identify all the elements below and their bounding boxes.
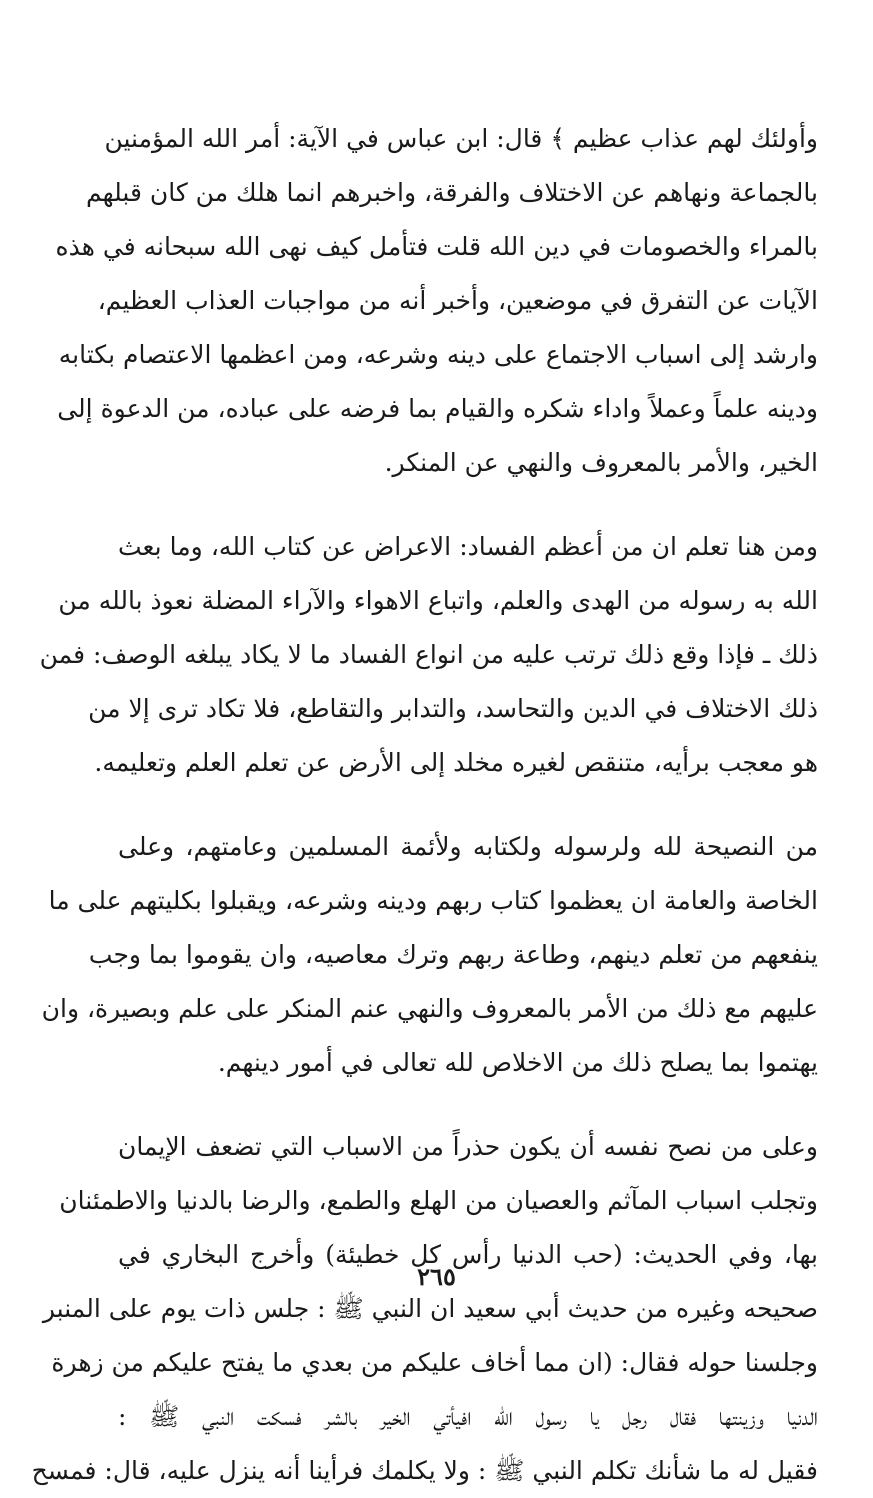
text-line: الله به رسوله من الهدى والعلم، واتباع الاهواء والآراء المضلة نعوذ بالله من [58,586,818,615]
paragraph-3 [41,820,818,1090]
text-line: هو معجب برأيه، متنقص لغيره مخلد إلى الأرض عن تعلم العلم وتعليمه. [94,748,818,777]
text-line: الخاصة والعامة ان يعظموا كتاب ربهم ودينه وشرعه، ويقبلوا بكليتهم على ما [48,886,818,915]
text-line: ذلك ـ فإذا وقع ذلك ترتب عليه من انواع الفساد ما لا يكاد يبلغه الوصف: فمن [39,640,818,669]
paragraph-gap [118,1090,818,1120]
text-line: بالمراء والخصومات في دين الله قلت فتأمل كيف نهى الله سبحانه في هذه [55,232,818,261]
text-line: الخير، والأمر بالمعروف والنهي عن المنكر. [384,448,818,477]
text-line: ودينه علماً وعملاً واداء شكره والقيام بما فرضه على عباده، من الدعوة إلى [57,394,818,423]
text-line: صحيحه وغيره من حديث أبي سعيد ان النبي ﷺ : جلس ذات يوم على المنبر [42,1294,818,1323]
paragraph-4 [31,1120,818,1498]
paragraph-1 [55,112,818,490]
paragraph-gap [118,490,818,520]
text-line: وعلى من نصح نفسه أن يكون حذراً من الاسباب التي تضعف الإيمان [118,1132,818,1161]
text-line: الدنيا وزينتها فقال رجل يا رسول الله افيأتي الخير بالشر فسكت النبي ﷺ : [118,1402,818,1431]
text-line: ومن هنا تعلم ان من أعظم الفساد: الاعراض عن كتاب الله، وما بعث [118,532,818,561]
text-line: عليهم مع ذلك من الأمر بالمعروف والنهي عنم المنكر على علم وبصيرة، وان [41,994,818,1023]
text-line: فقيل له ما شأنك تكلم النبي ﷺ : ولا يكلمك فرأينا أنه ينزل عليه، قال: فمسح [31,1456,818,1485]
text-line: ينفعهم من تعلم دينهم، وطاعة ربهم وترك معاصيه، وان يقوموا بما وجب [88,940,818,969]
text-line: وجلسنا حوله فقال: (ان مما أخاف عليكم من بعدي ما يفتح عليكم من زهرة [51,1348,818,1377]
text-line: بها، وفي الحديث: (حب الدنيا رأس كل خطيئة) وأخرج البخاري في [118,1240,818,1269]
text-line: الآيات عن التفرق في موضعين، وأخبر أنه من مواجبات العذاب العظيم، [97,286,818,315]
page-number: ٢٦٥ [417,1262,456,1291]
paragraph-gap [118,790,818,820]
paragraph-2 [39,520,818,790]
text-line: من النصيحة لله ولرسوله ولكتابه ولأئمة المسلمين وعامتهم، وعلى [118,832,818,861]
text-line: بالجماعة ونهاهم عن الاختلاف والفرقة، واخبرهم انما هلك من كان قبلهم [85,178,818,207]
text-line: وتجلب اسباب المآثم والعصيان من الهلع والطمع، والرضا بالدنيا والاطمئنان [59,1186,818,1215]
text-line: ذلك الاختلاف في الدين والتحاسد، والتدابر والتقاطع، فلا تكاد ترى إلا من [88,694,818,723]
text-line: وارشد إلى اسباب الاجتماع على دينه وشرعه، ومن اعظمها الاعتصام بكتابه [58,340,818,369]
text-line: يهتموا بما يصلح ذلك من الاخلاص لله تعالى في أمور دينهم. [217,1048,818,1077]
text-line: وأولئك لهم عذاب عظيم ﴾ قال: ابن عباس في الآية: أمر الله المؤمنين [104,124,818,153]
